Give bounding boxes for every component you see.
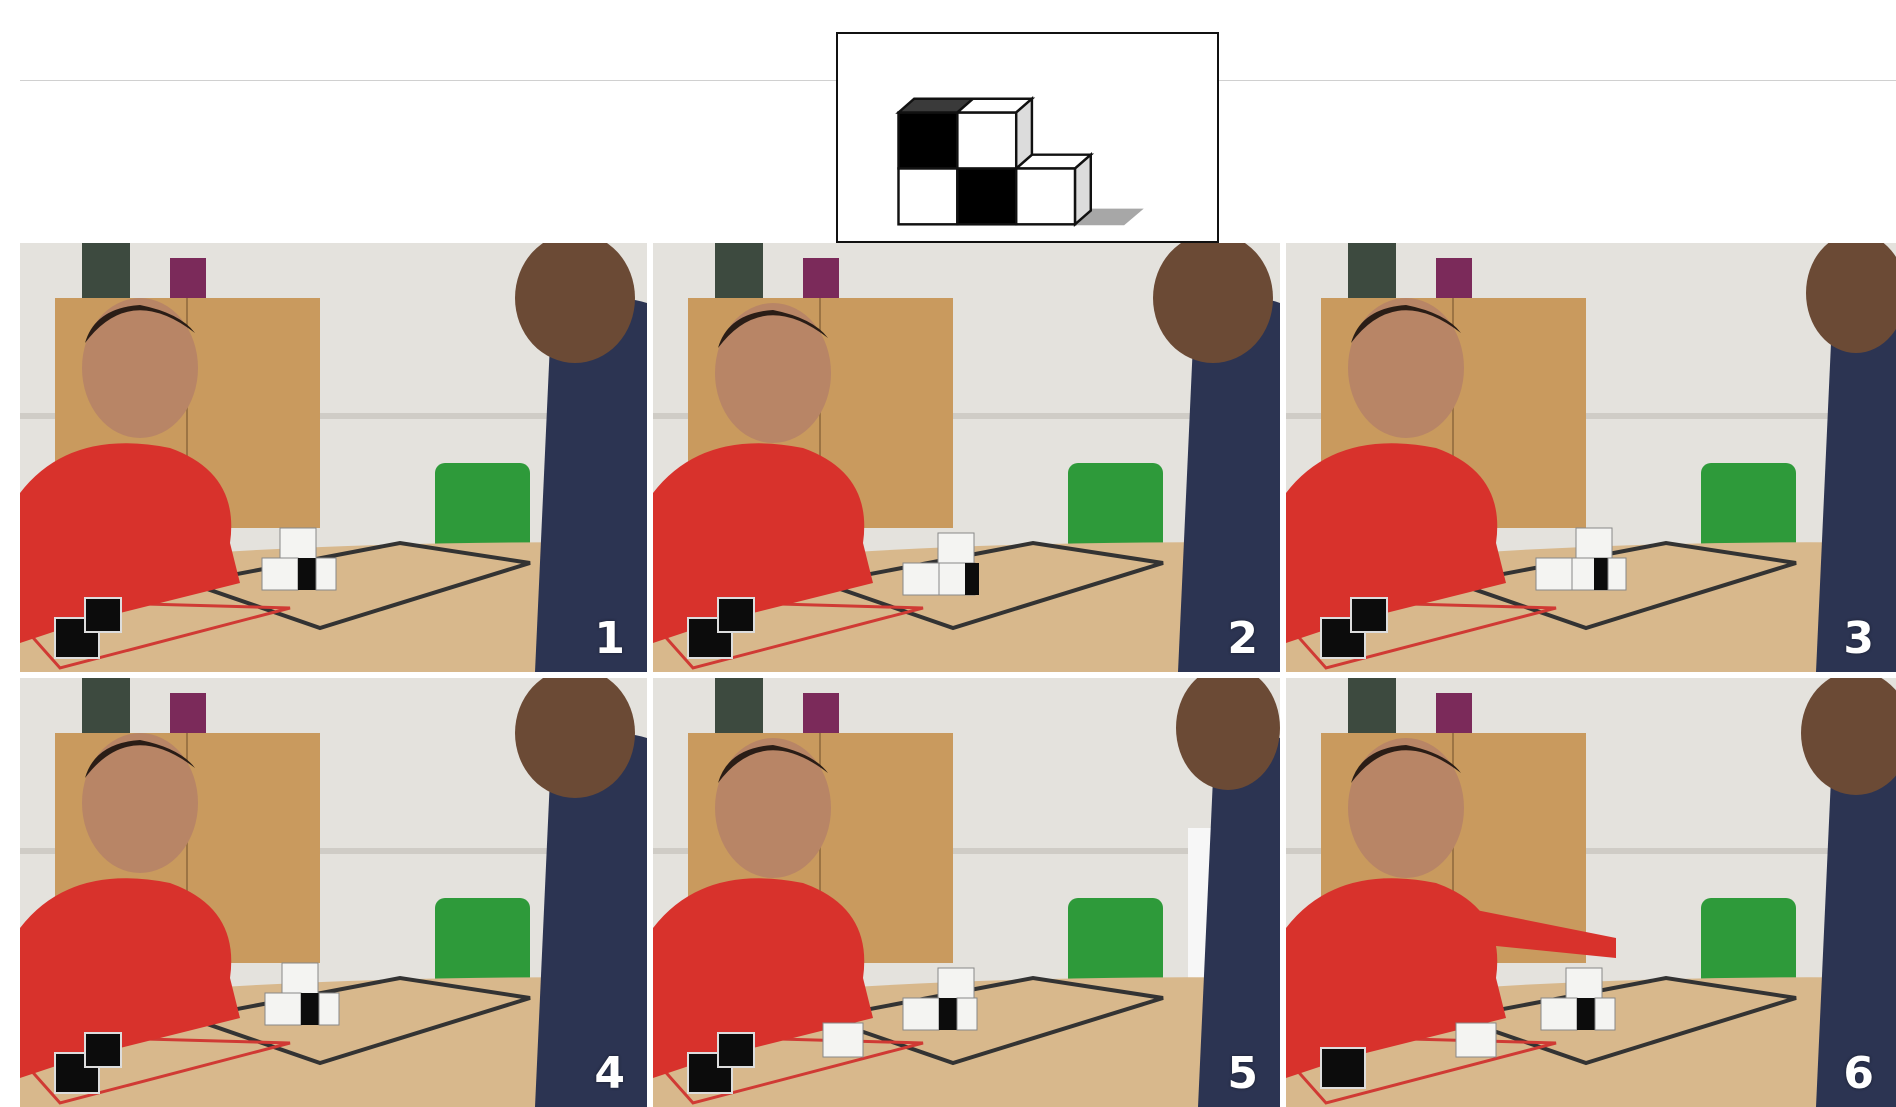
frame-number: 3 bbox=[1843, 613, 1874, 664]
video-frame-3 bbox=[1286, 243, 1896, 672]
video-frame-1 bbox=[20, 243, 647, 672]
frame-scene bbox=[20, 678, 647, 1107]
target-model-diagram bbox=[836, 32, 1219, 243]
video-frame-6 bbox=[1286, 678, 1896, 1107]
frame-number: 1 bbox=[594, 613, 625, 664]
frame-scene bbox=[1286, 678, 1896, 1107]
video-frame-2 bbox=[653, 243, 1280, 672]
frame-number: 2 bbox=[1227, 613, 1258, 664]
frame-scene bbox=[20, 243, 647, 672]
video-frame-5 bbox=[653, 678, 1280, 1107]
frame-number: 6 bbox=[1843, 1048, 1874, 1099]
video-frame-4 bbox=[20, 678, 647, 1107]
frame-scene bbox=[1286, 243, 1896, 672]
frame-number: 5 bbox=[1227, 1048, 1258, 1099]
frame-number: 4 bbox=[594, 1048, 625, 1099]
frame-scene bbox=[653, 243, 1280, 672]
block-model-icon bbox=[838, 34, 1217, 241]
frame-scene bbox=[653, 678, 1280, 1107]
